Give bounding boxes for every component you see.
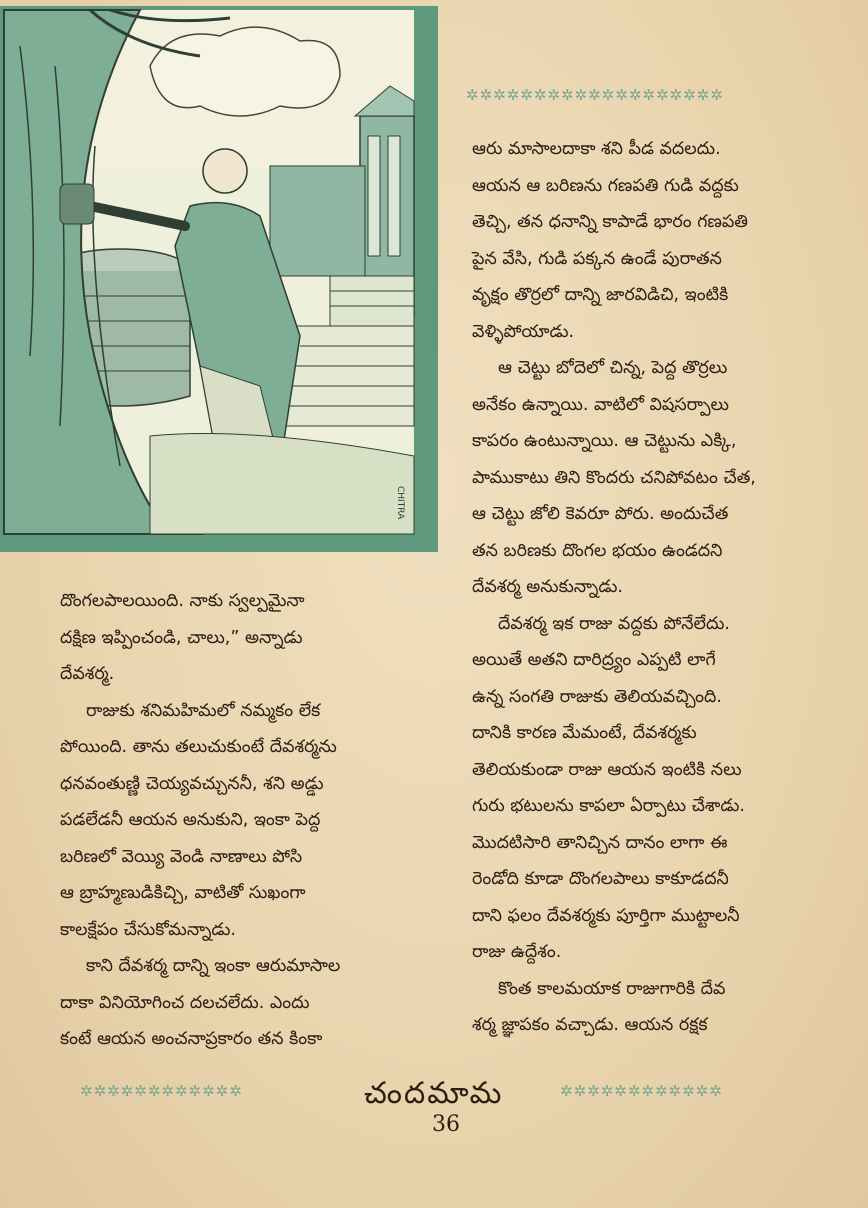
magazine-title: చందమామ	[364, 1076, 504, 1111]
text-line: బరిణలో వెయ్యి వెండి నాణాలు పోసి	[60, 846, 303, 867]
text-line: రెండోది కూడా దొంగలపాలు కాకూడదనీ	[472, 869, 729, 889]
text-line: పడలేడనీ ఆయన అనుకుని, ఇంకా పెద్ద	[60, 810, 321, 830]
text-line: శర్మ జ్ఞాపకం వచ్చాడు. ఆయన రక్షక	[472, 1015, 708, 1035]
text-line: పాముకాటు తిని కొందరు చనిపోవటం చేత,	[472, 467, 756, 488]
text-line: మొదటిసారి తానిచ్చిన దానం లాగా ఈ	[472, 832, 728, 853]
text-line: తన బరిణకు దొంగల భయం ఉండదని	[472, 540, 723, 561]
text-line: పోయింది. తాను తలుచుకుంటే దేవశర్మను	[60, 737, 337, 757]
paragraph	[60, 693, 442, 949]
text-line: కాని దేవశర్మ దాన్ని ఇంకా ఆరుమాసాల	[86, 956, 341, 976]
paragraph	[60, 948, 442, 1058]
illustration-drawing	[0, 6, 438, 552]
left-text-column	[60, 583, 442, 1058]
text-line: దక్షిణ ఇప్పించండి, చాలు,” అన్నాడు	[60, 627, 303, 648]
text-line: గురు భటులను కాపలా ఏర్పాటు చేశాడు.	[472, 796, 745, 816]
paragraph	[472, 350, 836, 606]
footer-right-ornament: ✲✲✲✲✲✲✲✲✲✲✲✲	[560, 1082, 723, 1100]
text-line: కంటే ఆయన అంచనాప్రకారం తన కింకా	[60, 1029, 323, 1049]
paragraph	[472, 971, 836, 1044]
text-line: కాపరం ఉంటున్నాయి. ఆ చెట్టును ఎక్కి,	[472, 431, 737, 451]
text-line: దాకా వినియోగించ దలచలేదు. ఎందు	[60, 992, 310, 1013]
text-line: దానికి కారణ మేమంటే, దేవశర్మకు	[472, 723, 697, 743]
text-line: దేవశర్మ.	[60, 664, 115, 684]
text-line: దేవశర్మ అనుకున్నాడు.	[472, 577, 623, 597]
text-line: ఆయన ఆ బరిణను గణపతి గుడి వద్దకు	[472, 175, 739, 196]
top-ornament-border: ✲✲✲✲✲✲✲✲✲✲✲✲✲✲✲✲✲✲✲	[466, 86, 724, 104]
text-line: వృక్షం తొర్రలో దాన్ని జారవిడిచి, ఇంటికి	[472, 285, 729, 305]
text-line: కొంత కాలమయాక రాజుగారికి దేవ	[498, 978, 726, 999]
paragraph	[472, 131, 836, 350]
text-line: ఆ చెట్టు బోదెలో చిన్న, పెద్ద తొర్రలు	[498, 358, 728, 378]
text-line: వెళ్ళిపోయాడు.	[472, 321, 575, 342]
text-line: అయితే అతని దారిద్ర్యం ఎప్పటి లాగే	[472, 650, 716, 670]
text-line: దాని ఫలం దేవశర్మకు పూర్తిగా ముట్టాలనీ	[472, 905, 740, 926]
text-line: ఆ బ్రాహ్మణుడికిచ్చి, వాటితో సుఖంగా	[60, 883, 306, 903]
page-number: 36	[432, 1112, 460, 1137]
right-text-column	[472, 131, 836, 1044]
text-line: ఉన్న సంగతి రాజుకు తెలియవచ్చింది.	[472, 686, 722, 707]
text-line: ఆ చెట్టు జోలి కెవరూ పోరు. అందుచేత	[472, 504, 729, 524]
text-line: తెలియకుండా రాజు ఆయన ఇంటికి నలు	[472, 759, 742, 780]
text-line: అనేకం ఉన్నాయి. వాటిలో విషసర్పాలు	[472, 394, 729, 415]
paragraph	[472, 606, 836, 971]
text-line: పైన వేసి, గుడి పక్కన ఉండే పురాతన	[472, 248, 722, 269]
text-line: ఆరు మాసాలదాకా శని పీడ వదలదు.	[472, 139, 721, 159]
footer-left-ornament: ✲✲✲✲✲✲✲✲✲✲✲✲	[80, 1082, 243, 1100]
text-line: ధనవంతుణ్ణి చెయ్యవచ్చుననీ, శని అడ్డు	[60, 773, 324, 794]
artist-signature: CHITRA	[395, 486, 405, 520]
text-line: రాజు ఉద్దేశం.	[472, 942, 562, 962]
text-line: దొంగలపాలయింది. నాకు స్వల్పమైనా	[60, 591, 305, 611]
story-illustration	[0, 6, 438, 552]
text-line: తెచ్చి, తన ధనాన్ని కాపాడే భారం గణపతి	[472, 212, 748, 232]
paragraph	[60, 583, 442, 693]
text-line: రాజుకు శనిమహిమలో నమ్మకం లేక	[86, 700, 321, 721]
text-line: కాలక్షేపం చేసుకోమన్నాడు.	[60, 919, 236, 940]
text-line: దేవశర్మ ఇక రాజు వద్దకు పోనేలేదు.	[498, 613, 730, 634]
